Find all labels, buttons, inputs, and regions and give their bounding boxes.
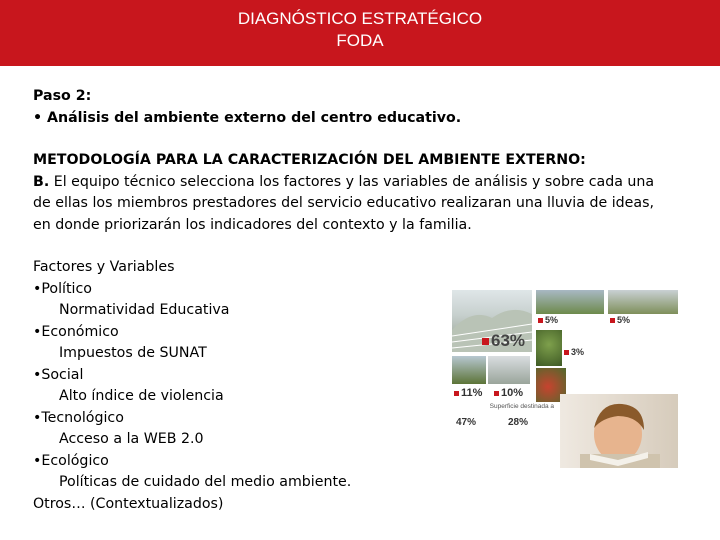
child-reading-icon (560, 394, 678, 468)
stat-3: 3% (564, 348, 584, 357)
plant-photo (536, 330, 562, 366)
factor-politico: •Político (33, 280, 92, 297)
factor-ecologico: •Ecológico (33, 452, 109, 469)
tunnel-photo (488, 356, 530, 384)
step-title: Paso 2: (33, 88, 92, 104)
factors-heading: Factores y Variables (33, 259, 175, 275)
stat-63: 63% (482, 332, 525, 349)
agriculture-collage-image (452, 290, 678, 468)
step-bullet: • Análisis del ambiente externo del centro educativo. (33, 109, 462, 126)
title-banner (0, 0, 720, 66)
variable-ecologico: Políticas de cuidado del medio ambiente. (59, 474, 352, 490)
field-photo (536, 290, 604, 314)
stat-10: 10% (494, 388, 523, 399)
child-photo (560, 394, 678, 468)
factor-tecnologico: •Tecnológico (33, 409, 124, 426)
title-line-1: DIAGNÓSTICO ESTRATÉGICO (237, 9, 483, 28)
collage-caption: Superficie destinada a (489, 403, 554, 410)
methodology-paragraph (33, 172, 673, 237)
factor-economico: •Económico (33, 323, 119, 340)
factor-social: •Social (33, 366, 84, 383)
variable-economico: Impuestos de SUNAT (59, 345, 207, 361)
farm-photo (452, 356, 486, 384)
title-line-2: FODA (336, 31, 384, 50)
stat-5b: 5% (610, 316, 630, 325)
variable-tecnologico: Acceso a la WEB 2.0 (59, 431, 204, 447)
others-line: Otros… (Contextualizados) (33, 495, 224, 512)
stat-47: 47% (456, 417, 477, 428)
variable-social: Alto índice de violencia (59, 388, 224, 404)
stat-5a: 5% (538, 316, 558, 325)
stat-11: 11% (454, 388, 482, 399)
crop-photo (608, 290, 678, 314)
methodology-heading: METODOLOGÍA PARA LA CARACTERIZACIÓN DEL AMBIENTE EXTERNO: (33, 152, 586, 168)
methodology-text: El equipo técnico selecciona los factores y las variables de análisis y sobre cada una de ellas los miembros prestadores del servicio educativo realizaran una lluvia de ideas, en donde priorizarán los indicadores del contexto y la familia. (33, 173, 655, 233)
methodology-label: B. (33, 173, 50, 190)
stat-28: 28% (508, 417, 529, 428)
variable-politico: Normatividad Educativa (59, 302, 230, 318)
